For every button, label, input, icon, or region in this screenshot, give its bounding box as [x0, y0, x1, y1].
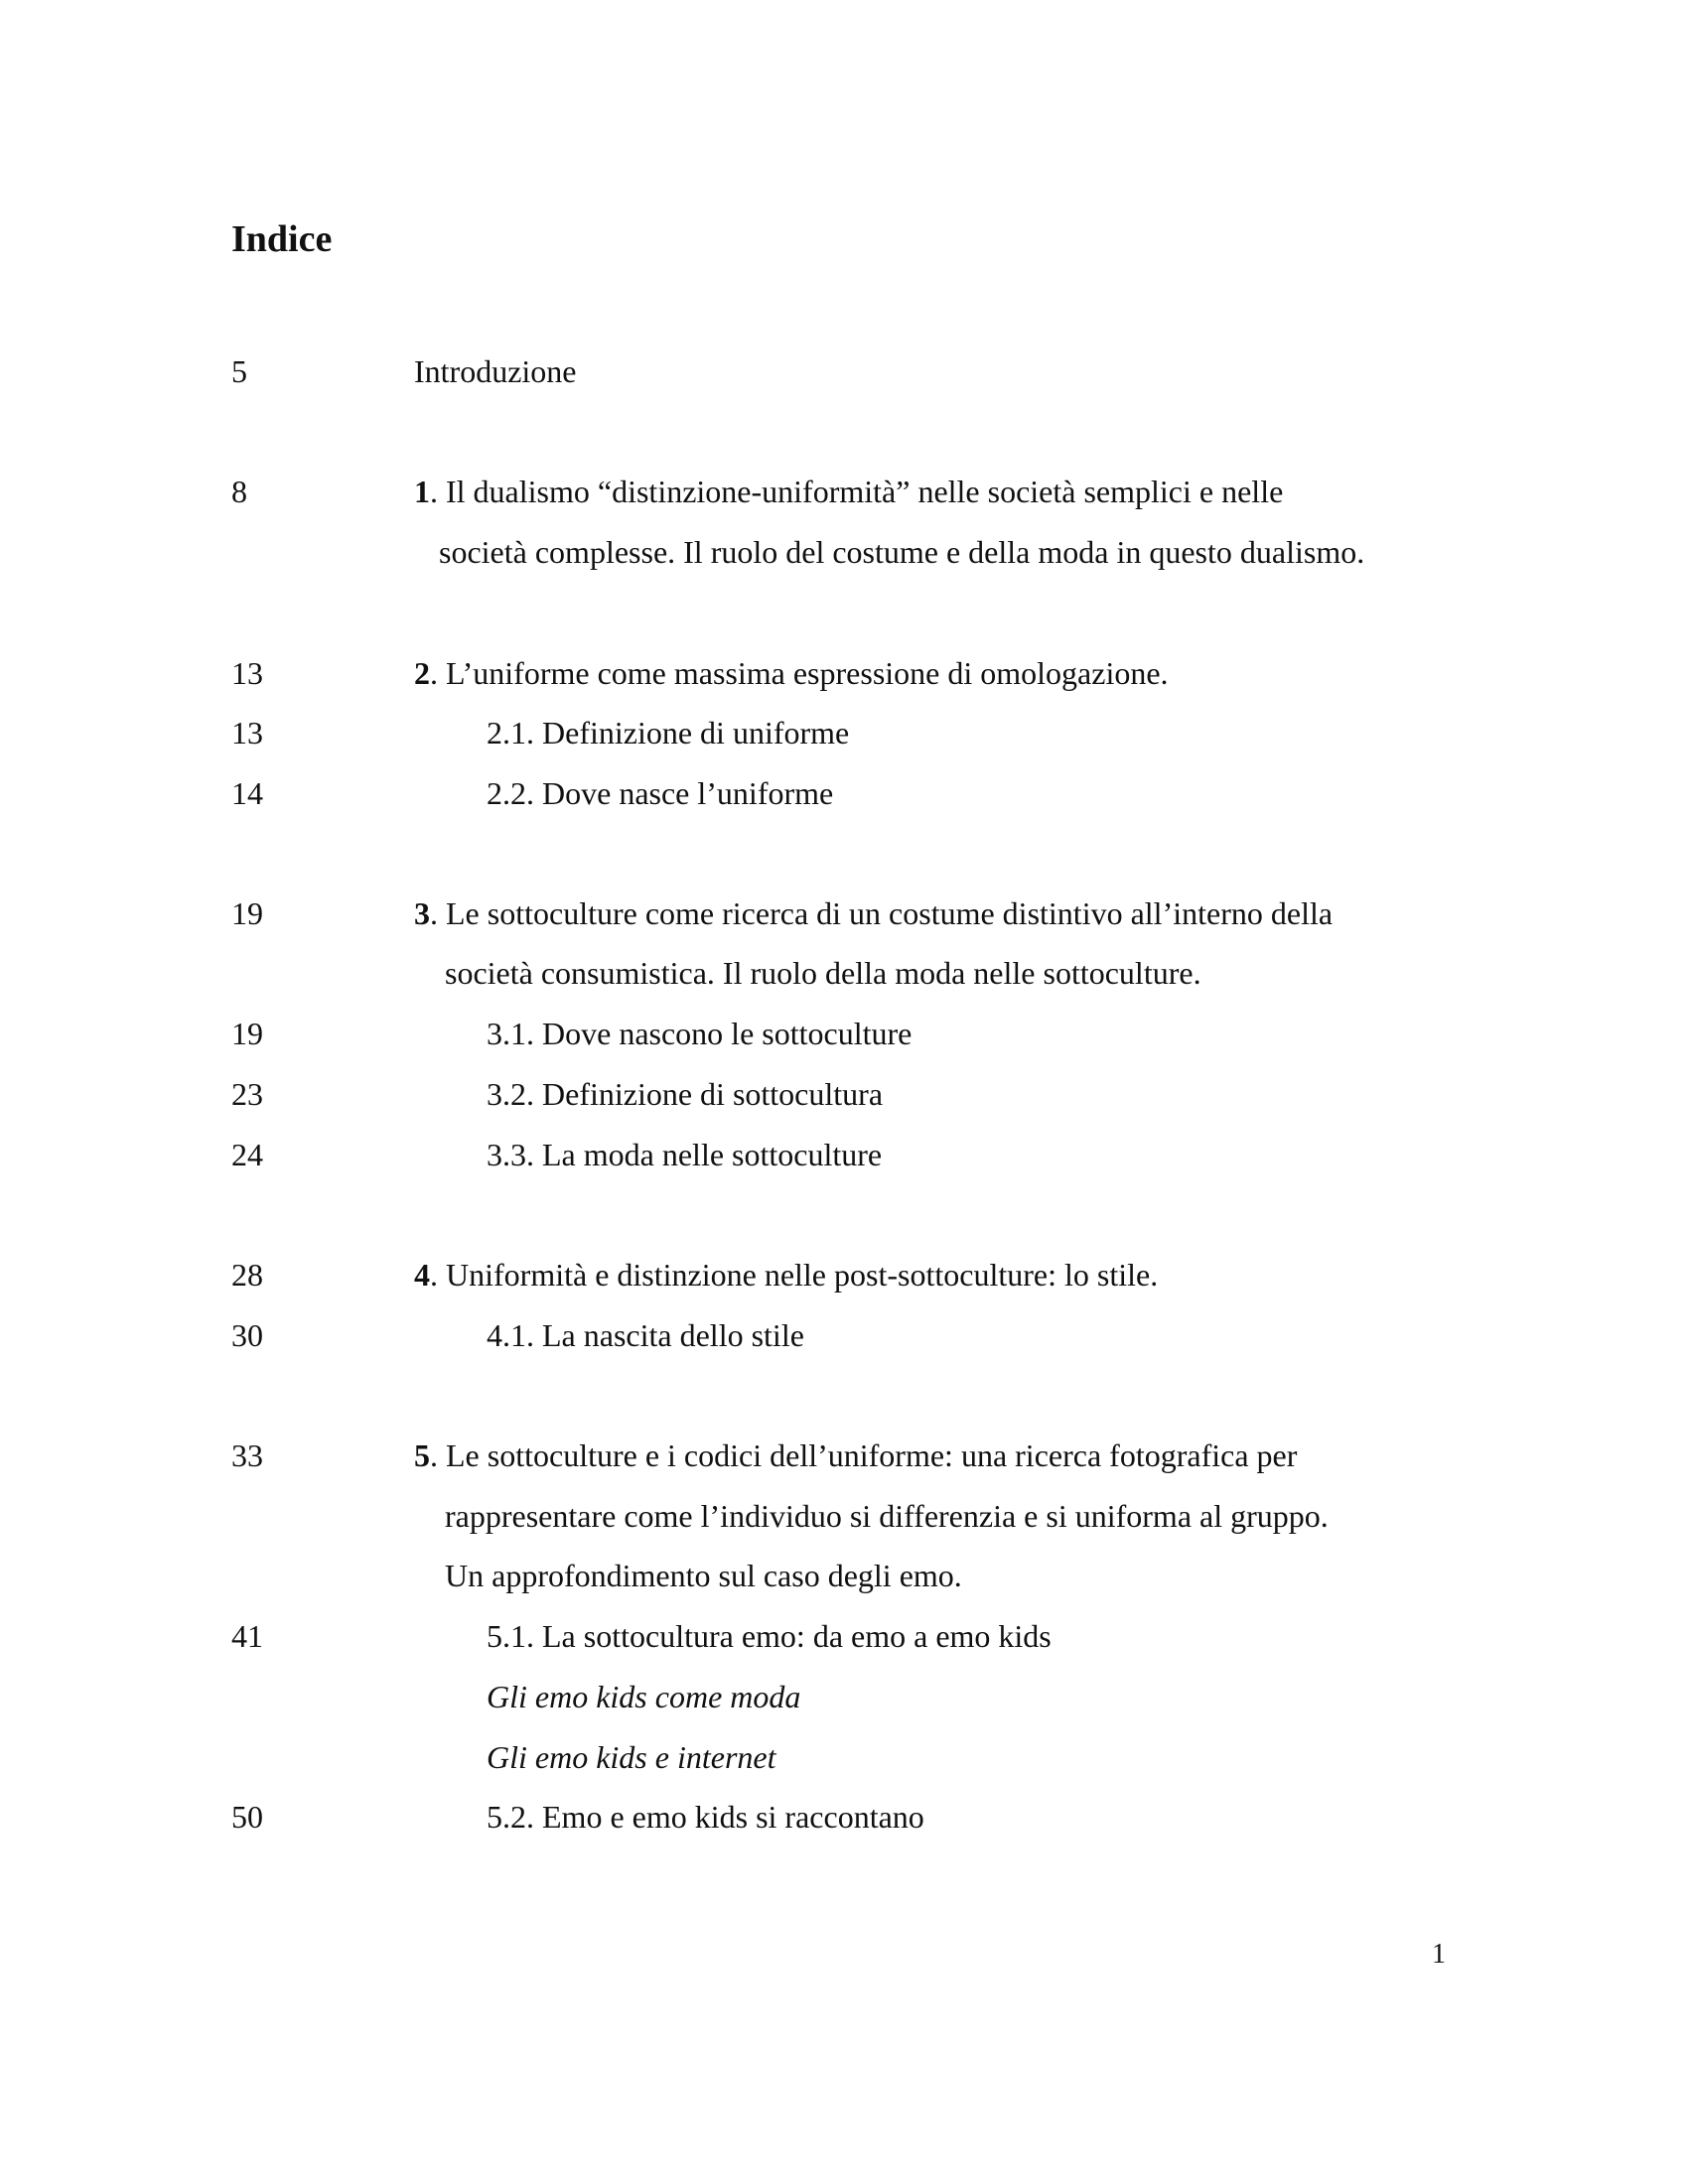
- toc-chapter-heading: [414, 476, 1283, 507]
- chapter-title: . Le sottoculture e i codici dell’uniforme: una ricerca fotografica per: [430, 1437, 1298, 1473]
- chapter-title: . Le sottoculture come ricerca di un costume distintivo all’interno della: [430, 895, 1334, 931]
- chapter-number: 5: [414, 1437, 430, 1473]
- toc-chapter-heading: [414, 897, 1333, 929]
- toc-section-entry: 5.1. La sottocultura emo: da emo a emo kids: [487, 1618, 1052, 1654]
- toc-page-number: 13: [231, 715, 263, 751]
- toc-page-number: 8: [231, 474, 247, 509]
- chapter-title: . Il dualismo “distinzione-uniformità” nelle società semplici e nelle: [430, 474, 1284, 509]
- toc-chapter-heading: [414, 657, 1169, 689]
- toc-chapter-title-continued: Un approfondimento sul caso degli emo.: [445, 1558, 962, 1593]
- toc-section-entry: 2.2. Dove nasce l’uniforme: [487, 775, 834, 811]
- toc-chapter-heading: [414, 1259, 1158, 1291]
- chapter-title: . Uniformità e distinzione nelle post-sottoculture: lo stile.: [430, 1257, 1159, 1293]
- toc-section-entry: 4.1. La nascita dello stile: [487, 1317, 804, 1353]
- toc-page-number: 14: [231, 775, 263, 811]
- toc-page-number: 5: [231, 353, 247, 389]
- toc-page-number: 50: [231, 1799, 263, 1835]
- toc-page-number: 13: [231, 655, 263, 691]
- toc-page-number: 19: [231, 895, 263, 931]
- toc-page-number: 41: [231, 1618, 263, 1654]
- toc-page-number: 24: [231, 1137, 263, 1172]
- page-number: 1: [1432, 1939, 1446, 1970]
- toc-page-number: 19: [231, 1016, 263, 1051]
- toc-section-entry: 3.3. La moda nelle sottoculture: [487, 1137, 883, 1172]
- toc-section-entry: 5.2. Emo e emo kids si raccontano: [487, 1799, 924, 1835]
- page-title: Indice: [231, 218, 333, 260]
- toc-page-number: 30: [231, 1317, 263, 1353]
- chapter-number: 1: [414, 474, 430, 509]
- toc-page-number: 33: [231, 1437, 263, 1473]
- toc-section-entry: 3.2. Definizione di sottocultura: [487, 1076, 884, 1112]
- toc-section-entry: 3.1. Dove nascono le sottoculture: [487, 1016, 913, 1051]
- chapter-number: 2: [414, 655, 430, 691]
- chapter-number: 3: [414, 895, 430, 931]
- toc-subsection-entry: Gli emo kids come moda: [487, 1679, 801, 1714]
- toc-subsection-entry: Gli emo kids e internet: [487, 1739, 776, 1775]
- chapter-title: . L’uniforme come massima espressione di omologazione.: [430, 655, 1169, 691]
- toc-entry-title: Introduzione: [414, 353, 577, 389]
- toc-chapter-title-continued: società consumistica. Il ruolo della moda nelle sottoculture.: [445, 955, 1201, 991]
- toc-chapter-heading: [414, 1439, 1297, 1471]
- toc-page-number: 23: [231, 1076, 263, 1112]
- toc-chapter-title-continued: rappresentare come l’individuo si differenzia e si uniforma al gruppo.: [445, 1498, 1329, 1534]
- toc-chapter-title-continued: società complesse. Il ruolo del costume e della moda in questo dualismo.: [439, 534, 1365, 570]
- toc-page-number: 28: [231, 1257, 263, 1293]
- toc-section-entry: 2.1. Definizione di uniforme: [487, 715, 850, 751]
- chapter-number: 4: [414, 1257, 430, 1293]
